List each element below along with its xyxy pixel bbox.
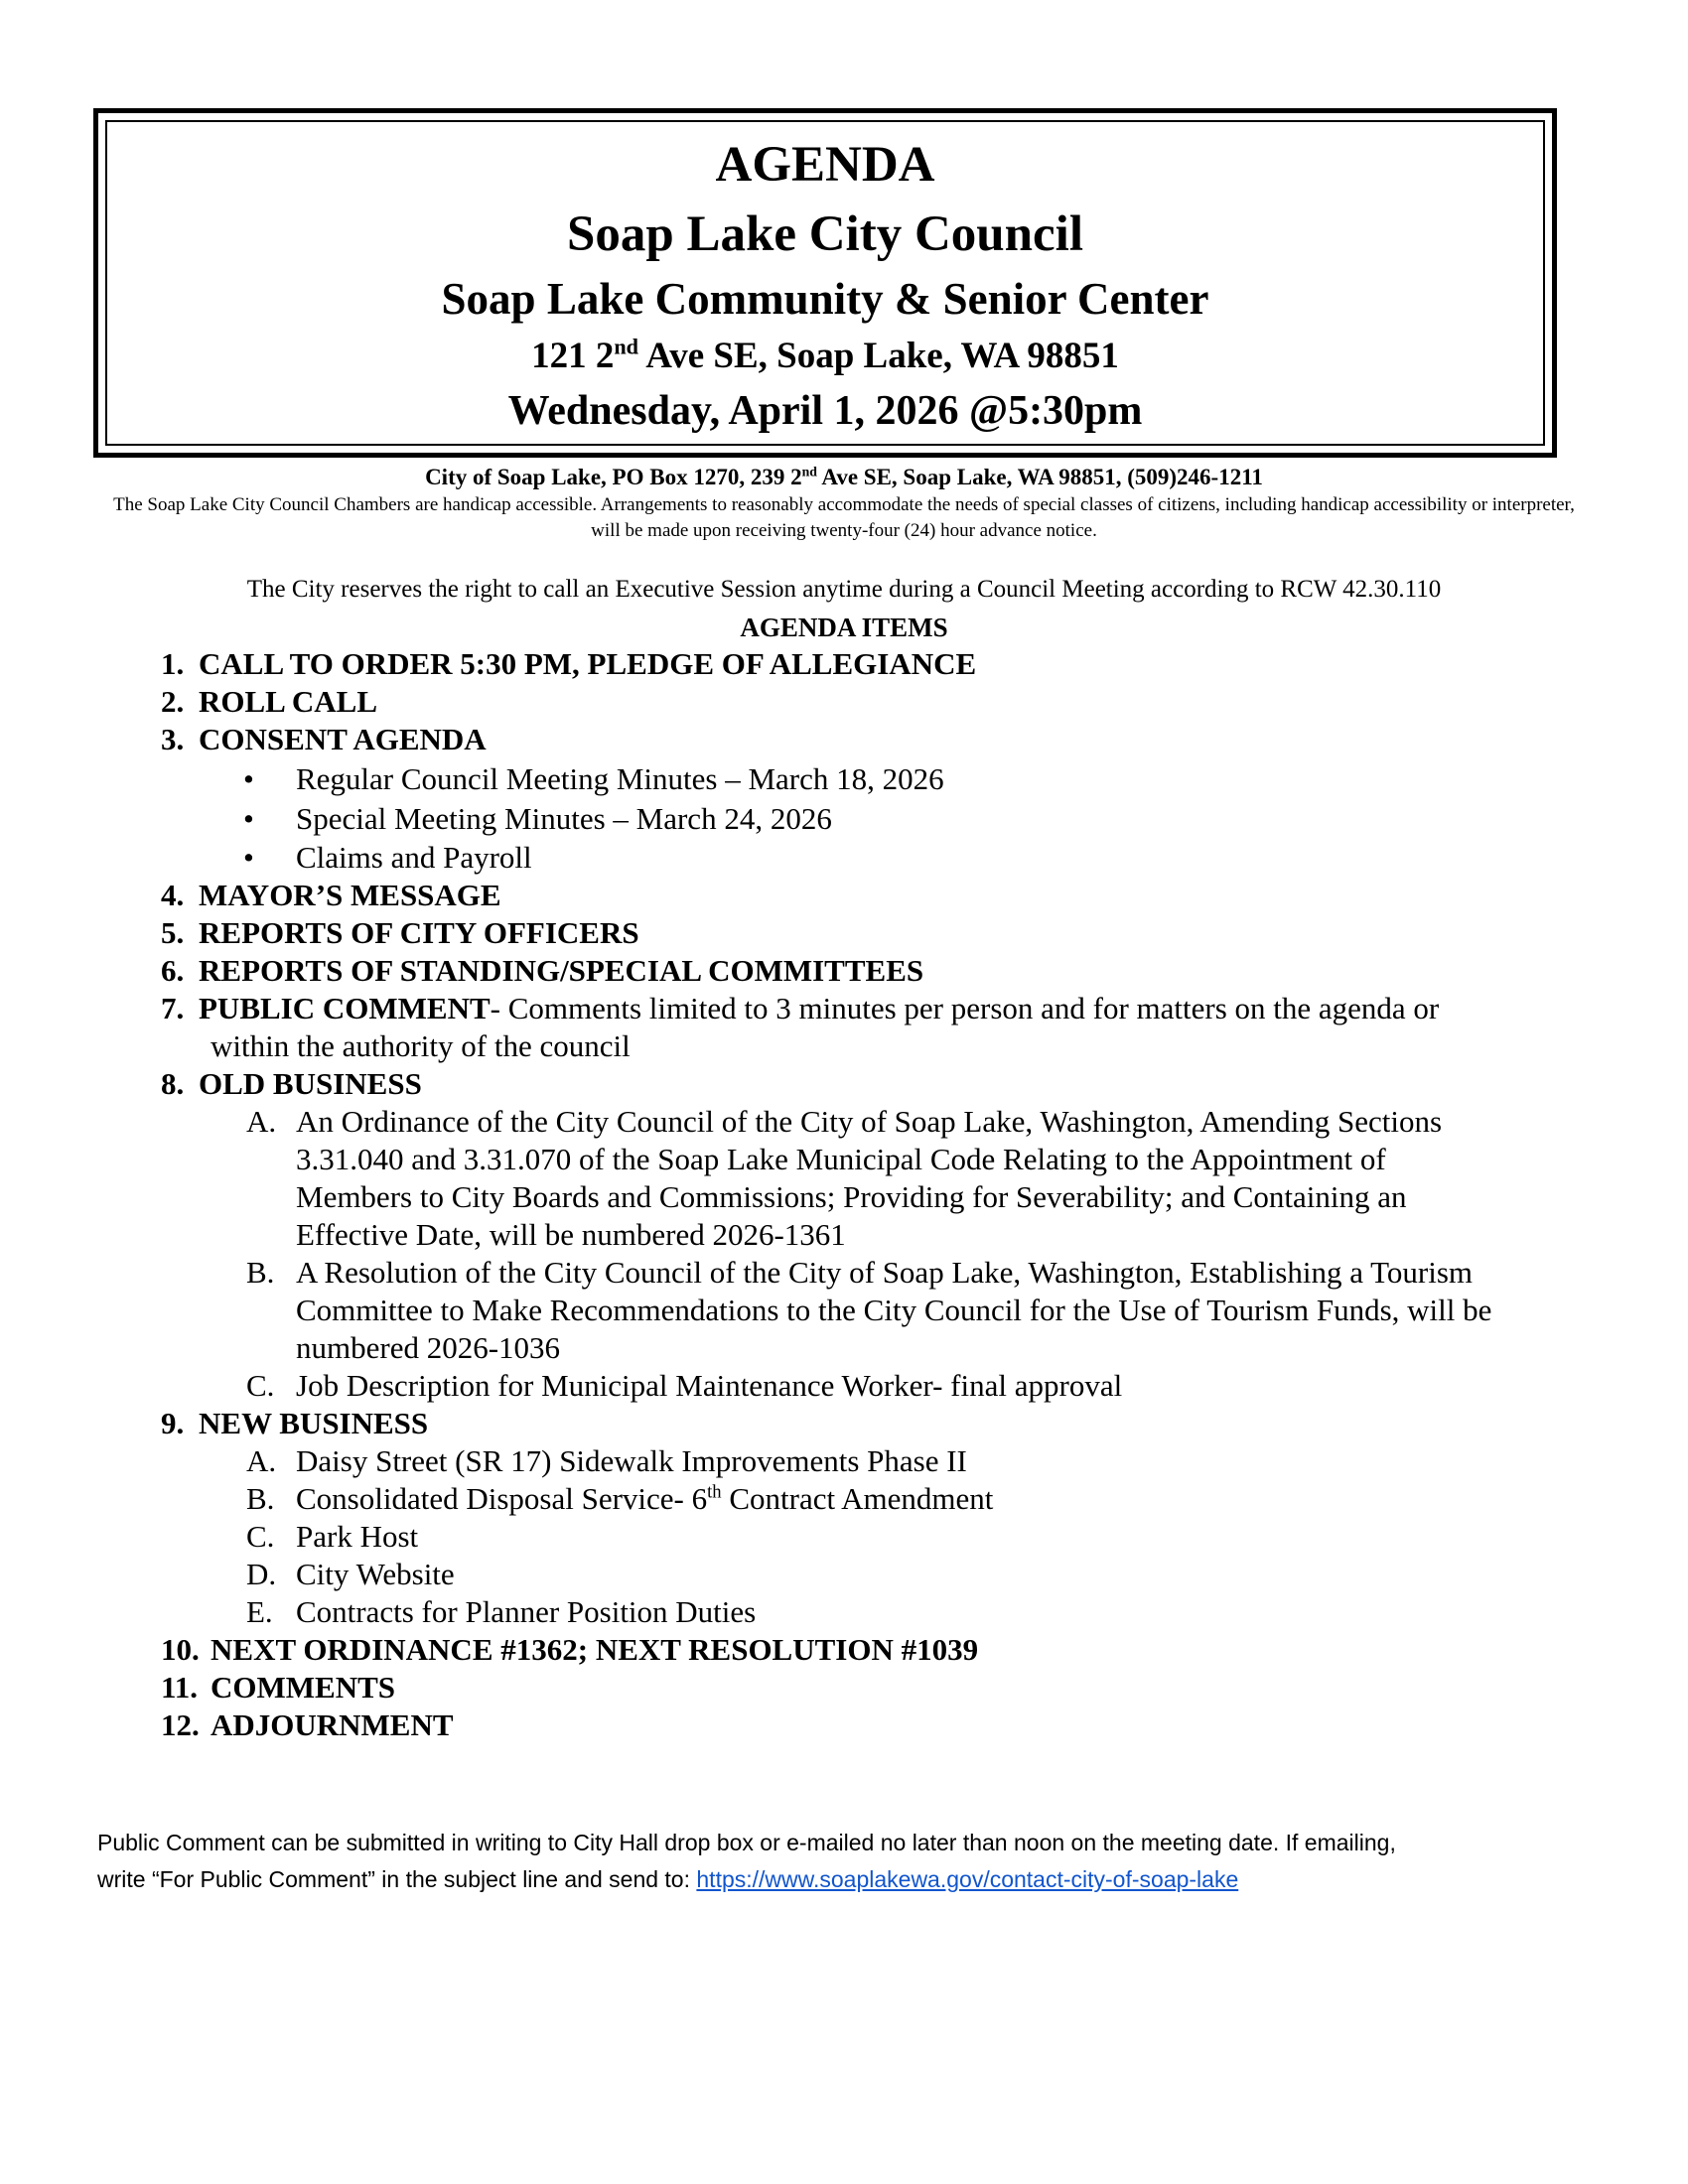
item-label: REPORTS OF STANDING/SPECIAL COMMITTEES: [199, 953, 924, 988]
item-label: OLD BUSINESS: [199, 1066, 422, 1101]
header-box-inner: [105, 120, 1545, 446]
header-box: [93, 108, 1557, 458]
executive-session-notice: The City reserves the right to call an Executive Session anytime during a Council Meeting according to RCW 42.30.110: [246, 576, 1442, 603]
bullet-icon: •: [243, 801, 254, 836]
item-label: NEXT ORDINANCE #1362; NEXT RESOLUTION #1039: [211, 1632, 979, 1667]
bullet-icon: •: [243, 761, 254, 796]
public-comment-footer: [97, 1825, 1607, 1898]
item-label: ADJOURNMENT: [211, 1707, 454, 1742]
item-label: ROLL CALL: [199, 684, 378, 719]
footer-line-1: Public Comment can be submitted in writing to City Hall drop box or e-mailed no later than noon on the meeting date. If emailing,: [97, 1830, 1396, 1855]
item-number: 2.: [161, 684, 185, 719]
venue-name: Soap Lake Community & Senior Center: [441, 274, 1209, 324]
meeting-datetime: Wednesday, April 1, 2026 @5:30pm: [507, 388, 1143, 434]
item-label: NEW BUSINESS: [199, 1406, 429, 1440]
item-number: 1.: [161, 646, 185, 681]
accessibility-notice: The Soap Lake City Council Chambers are handicap accessible. Arrangements to reasonably accommodate the needs of special classes of citizens, including handicap accessibility or interpreter, will be made upon receiving twenty-four (24) hour advance notice.: [113, 494, 1575, 541]
council-name: Soap Lake City Council: [566, 206, 1083, 262]
item-label: PUBLIC COMMENT- Comments limited to 3 minutes per person and for matters on the agenda or: [199, 991, 1440, 1025]
item-number: 9.: [161, 1406, 185, 1440]
item-number: 4.: [161, 878, 185, 912]
item-number: 8.: [161, 1066, 185, 1101]
item-label: CONSENT AGENDA: [199, 722, 487, 756]
item-number: 10.: [161, 1632, 200, 1667]
footer-line-2: write “For Public Comment” in the subject line and send to: https://www.soaplakewa.gov/contact-city-of-soap-lake: [97, 1866, 1239, 1892]
item-label: CALL TO ORDER 5:30 PM, PLEDGE OF ALLEGIANCE: [199, 646, 977, 681]
item-number: 11.: [161, 1670, 199, 1705]
item-label: MAYOR’S MESSAGE: [199, 878, 501, 912]
item-number: 5.: [161, 915, 185, 950]
item-label: COMMENTS: [211, 1670, 395, 1705]
contact-link[interactable]: https://www.soaplakewa.gov/contact-city-of-soap-lake: [696, 1866, 1239, 1892]
item-number: 6.: [161, 953, 185, 988]
agenda-items-heading: AGENDA ITEMS: [740, 613, 948, 642]
city-contact-line: City of Soap Lake, PO Box 1270, 239 2nd Ave SE, Soap Lake, WA 98851, (509)246-1211: [425, 464, 1263, 489]
venue-address: 121 2nd Ave SE, Soap Lake, WA 98851: [531, 334, 1119, 376]
agenda-title: AGENDA: [715, 137, 935, 193]
item-number: 7.: [161, 991, 185, 1025]
agenda-page: AGENDA Soap Lake City Council Soap Lake Community & Senior Center 121 2nd Ave SE, Soap Lake, WA 98851 Wednesday, April 1, 2026 @5:30pm City of Soap Lake, PO Box 1270, 239 2nd Ave SE, Soap Lake, WA 98851, (509)246-1211 The Soap Lake City Council Chambers are handicap accessible. Arrangements to reasonably accommodate the needs of special classes of citizens, including handicap accessibility or interpreter, will be made upon receiving twenty-four (24) hour advance notice. The City reserves the right to call an Executive Session anytime during a Council Meeting according to RCW 42.30.110 AGENDA ITEMS 1. CALL TO ORDER 5:30 PM, PLEDGE OF ALLEGIANCE 2. ROLL CALL 3. CONSENT AGENDA • Regular Council Meeting Minutes – March 18, 2026 • Special Meeting Minutes – March 24, 2026 • Claims and Payroll 4. MAYOR’S MESSAGE 5. REPORTS OF CITY OFFICERS 6. REPORTS OF STANDING/SPECIAL COMMITTEES 7. PUBLIC COMMENT- Comments limited to 3 minutes per person and for matters on the agenda or within the authority of the council 8. OLD BUSINESS A. An Ordinance of the City Council of the City of Soap Lake, Washington, Amending Sections 3.31.040 and 3.31.070 of the Soap Lake Municipal Code Relating to the Appointment of Members to City Boards and Commissions; Providing for Severability; and Containing an Effective Date, will be numbered 2026-1361 B. A Resolution of the City Council of the City of Soap Lake, Washington, Establishing a Tourism Committee to Make Recommendations to the City Council for the Use of Tourism Funds, will be numbered 2026-1036 C. Job Description for Municipal Maintenance Worker- final approval 9. NEW BUSINESS A. Daisy Street (SR 17) Sidewalk Improvements Phase II B. Consolidated Disposal Service- 6th Contract Amendment C. Park Host D. City Website E. Contracts for Planner Position Duties 10. NEXT ORDINANCE #1362; NEXT RESOLUTION #1039 11. COMMENTS 12. ADJOURNMENT Public Comment can be submitted in writing to City Hall drop box or e-mailed no later than noon on the meeting date. If emailing, write “For Public Comment” in the subject line and send to: https://www.soaplakewa.gov/contact-city-of-soap-lake: [0, 0, 1688, 2184]
item-number: 12.: [161, 1707, 200, 1742]
bullet-icon: •: [243, 840, 254, 875]
item-label: REPORTS OF CITY OFFICERS: [199, 915, 639, 950]
item-number: 3.: [161, 722, 185, 756]
